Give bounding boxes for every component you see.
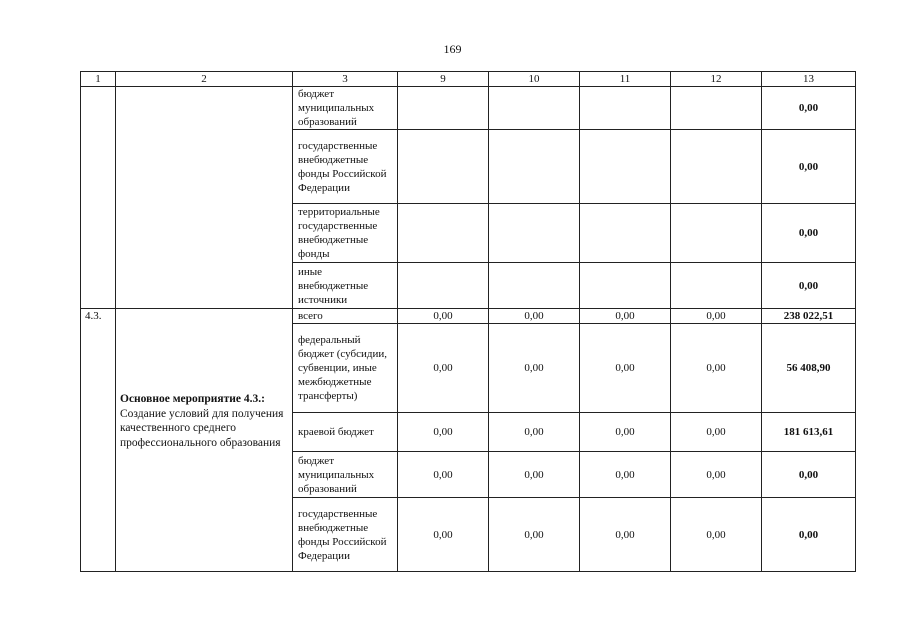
total-cell: 0,00 — [762, 263, 856, 309]
value-cell — [671, 130, 762, 204]
value-cell — [489, 87, 580, 130]
funding-source: государственные внебюджетные фонды Российской Федерации — [293, 498, 398, 572]
header-cell: 2 — [116, 72, 293, 87]
value-cell — [580, 204, 671, 263]
measure-title: Основное мероприятие 4.3.: — [120, 393, 265, 405]
header-cell: 12 — [671, 72, 762, 87]
value-cell: 0,00 — [489, 498, 580, 572]
value-cell — [398, 130, 489, 204]
measure-description-cell — [116, 309, 293, 572]
header-cell: 13 — [762, 72, 856, 87]
value-cell: 0,00 — [671, 309, 762, 324]
total-cell: 0,00 — [762, 498, 856, 572]
value-cell: 0,00 — [671, 498, 762, 572]
header-cell: 11 — [580, 72, 671, 87]
funding-source: бюджет муниципальных образований — [293, 452, 398, 498]
value-cell: 0,00 — [580, 498, 671, 572]
value-cell: 0,00 — [489, 452, 580, 498]
value-cell — [671, 87, 762, 130]
value-cell — [398, 204, 489, 263]
value-cell: 0,00 — [398, 324, 489, 413]
total-cell: 0,00 — [762, 452, 856, 498]
header-cell: 10 — [489, 72, 580, 87]
value-cell: 0,00 — [489, 309, 580, 324]
value-cell — [398, 263, 489, 309]
funding-source: государственные внебюджетные фонды Российской Федерации — [293, 130, 398, 204]
funding-source: федеральный бюджет (субсидии, субвенции, иные межбюджетные трансферты) — [293, 324, 398, 413]
value-cell — [580, 263, 671, 309]
description-cell-empty — [116, 87, 293, 309]
measure-description: Создание условий для получения качественного среднего профессионального образования — [120, 407, 284, 449]
header-cell: 9 — [398, 72, 489, 87]
value-cell: 0,00 — [580, 309, 671, 324]
total-cell: 0,00 — [762, 130, 856, 204]
table-row — [81, 87, 856, 130]
value-cell — [580, 87, 671, 130]
header-row — [81, 72, 856, 87]
funding-source: бюджет муниципальных образований — [293, 87, 398, 130]
value-cell: 0,00 — [671, 413, 762, 452]
value-cell — [489, 130, 580, 204]
value-cell: 0,00 — [489, 413, 580, 452]
funding-source: всего — [293, 309, 398, 324]
value-cell: 0,00 — [489, 324, 580, 413]
value-cell: 0,00 — [580, 413, 671, 452]
value-cell — [489, 263, 580, 309]
funding-source: территориальные государственные внебюджетные фонды — [293, 204, 398, 263]
value-cell — [671, 204, 762, 263]
table-row — [81, 309, 856, 324]
funding-source: иные внебюджетные источники — [293, 263, 398, 309]
total-cell: 0,00 — [762, 87, 856, 130]
total-cell: 181 613,61 — [762, 413, 856, 452]
value-cell: 0,00 — [580, 324, 671, 413]
value-cell — [398, 87, 489, 130]
header-cell: 1 — [81, 72, 116, 87]
total-cell: 238 022,51 — [762, 309, 856, 324]
header-cell: 3 — [293, 72, 398, 87]
total-cell: 0,00 — [762, 204, 856, 263]
value-cell: 0,00 — [671, 324, 762, 413]
value-cell: 0,00 — [671, 452, 762, 498]
value-cell — [671, 263, 762, 309]
value-cell: 0,00 — [398, 498, 489, 572]
funding-source: краевой бюджет — [293, 413, 398, 452]
value-cell: 0,00 — [398, 309, 489, 324]
value-cell — [580, 130, 671, 204]
value-cell — [489, 204, 580, 263]
value-cell: 0,00 — [398, 452, 489, 498]
value-cell: 0,00 — [398, 413, 489, 452]
value-cell: 0,00 — [580, 452, 671, 498]
budget-table — [80, 71, 856, 572]
page-number: 169 — [443, 42, 462, 56]
total-cell: 56 408,90 — [762, 324, 856, 413]
measure-index: 4.3. — [81, 309, 116, 572]
index-cell-empty — [81, 87, 116, 309]
